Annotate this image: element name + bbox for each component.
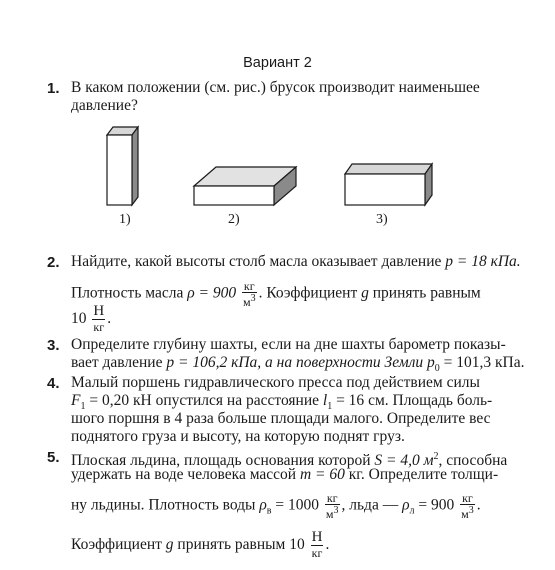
unit-kg-m3: $\frac{кг}{м^3}$: [243, 279, 256, 309]
rho-oil: ρ = 900: [187, 284, 237, 302]
problem-1-line-2: давление?: [71, 97, 138, 114]
unit-n-kg: $\frac{Н}{кг}$: [93, 303, 105, 334]
problem-5-text-f: льда —: [349, 496, 399, 514]
problem-5-text-b: , способна: [438, 452, 508, 470]
p3-value-a: p = 106,2 кПа, а на поверхности Земли p: [166, 354, 435, 371]
problem-1-number: 1.: [47, 80, 60, 97]
problem-4-text-a: кН опустился на расстояние: [132, 392, 319, 409]
problem-5-text-a: Плоская льдина, площадь основания которой: [71, 452, 371, 470]
problem-2-text-c: Коэффициент: [266, 284, 358, 302]
problem-4-line-2: $F_1 = 0,20$ кН опустился на расстояние $l_1 = 16$ см. Площадь боль-: [71, 392, 493, 413]
problem-4-line-3: шого поршня в 4 раза больше площади малого. Определите вес: [71, 410, 491, 427]
problem-2-number: 2.: [47, 254, 60, 271]
problem-2-text-a: Найдите, какой высоты столб масла оказывает давление: [71, 253, 442, 270]
caption-1: 1): [119, 212, 131, 227]
unit-kg-m3-water: $\frac{кг}{м^3}$: [325, 491, 339, 521]
problem-3-number: 3.: [47, 337, 60, 354]
problem-3-text-a: вает давление: [71, 354, 163, 371]
block-flat: [194, 167, 296, 205]
g-value: 10: [71, 310, 87, 328]
problem-1-line-1: В каком положении (см. рис.) брусок производит наименьшее: [71, 79, 480, 96]
problem-5-text-g: Коэффициент: [71, 536, 162, 554]
problem-4-number: 4.: [47, 375, 60, 392]
caption-3: 3): [376, 212, 388, 227]
problem-2-text-d: принять равным: [372, 284, 481, 302]
problem-2-line-1: [71, 253, 521, 271]
block-vertical: [107, 127, 138, 205]
g-symbol: g: [361, 284, 369, 302]
problem-5-text-d: кг. Определите толщи-: [348, 466, 499, 483]
m-value: m = 60: [299, 466, 345, 483]
problem-2-line-3: 10 $\frac{Н}{кг}$ .: [71, 303, 112, 334]
problem-5-text-h: принять равным: [177, 536, 286, 554]
problem-2-line-2: Плотность масла ρ = 900 $\frac{кг}{м^3}$ . Коэффициент g принять равным: [71, 279, 481, 309]
s-value: S = 4,0 м: [374, 452, 434, 470]
caption-2: 2): [228, 212, 240, 227]
problem-5-line-2: [71, 466, 498, 484]
problem-5-text-c: удержать на воде человека массой: [71, 466, 297, 483]
problem-5-number: 5.: [47, 449, 60, 466]
problem-4-line-4: поднятого груза и высоту, на которую поднят груз.: [71, 428, 405, 445]
problem-3-line-2: вает давление p = 106,2 кПа, а на поверхности Земли $p_0 = 101,3$ кПа.: [71, 354, 525, 375]
problem-5-text-e: ну льдины. Плотность воды: [71, 496, 256, 514]
p-value: p = 18 кПа.: [445, 253, 521, 270]
problem-2-text-b: Плотность масла: [71, 284, 184, 302]
problem-3-line-1: Определите глубину шахты, если на дне шахты барометр показы-: [71, 336, 506, 353]
problem-4-line-1: Малый поршень гидравлического пресса под действием силы: [71, 374, 480, 391]
variant-title: Вариант 2: [243, 55, 312, 71]
problem-5-line-1: Плоская льдина, площадь основания которой S = 4,0 $м^2$, способна: [71, 451, 508, 470]
problem-5-line-4: Коэффициент g принять равным 10 $\frac{Н}{кг}$ .: [71, 529, 330, 560]
unit-kg-m3-ice: $\frac{кг}{м^3}$: [461, 491, 474, 521]
block-side: [345, 164, 432, 205]
p3-value-b: = 101,3 кПа.: [439, 354, 525, 371]
unit-n-kg-2: $\frac{Н}{кг}$: [311, 529, 323, 560]
problem-4-text-b: см. Площадь боль-: [368, 392, 493, 409]
problem-5-line-3: ну льдины. Плотность воды $\rho_в = 1000$ $\frac{кг}{м^3}$ , льда — $\rho_л = 900$ $\frac{кг}{м^3}$ .: [71, 491, 481, 521]
